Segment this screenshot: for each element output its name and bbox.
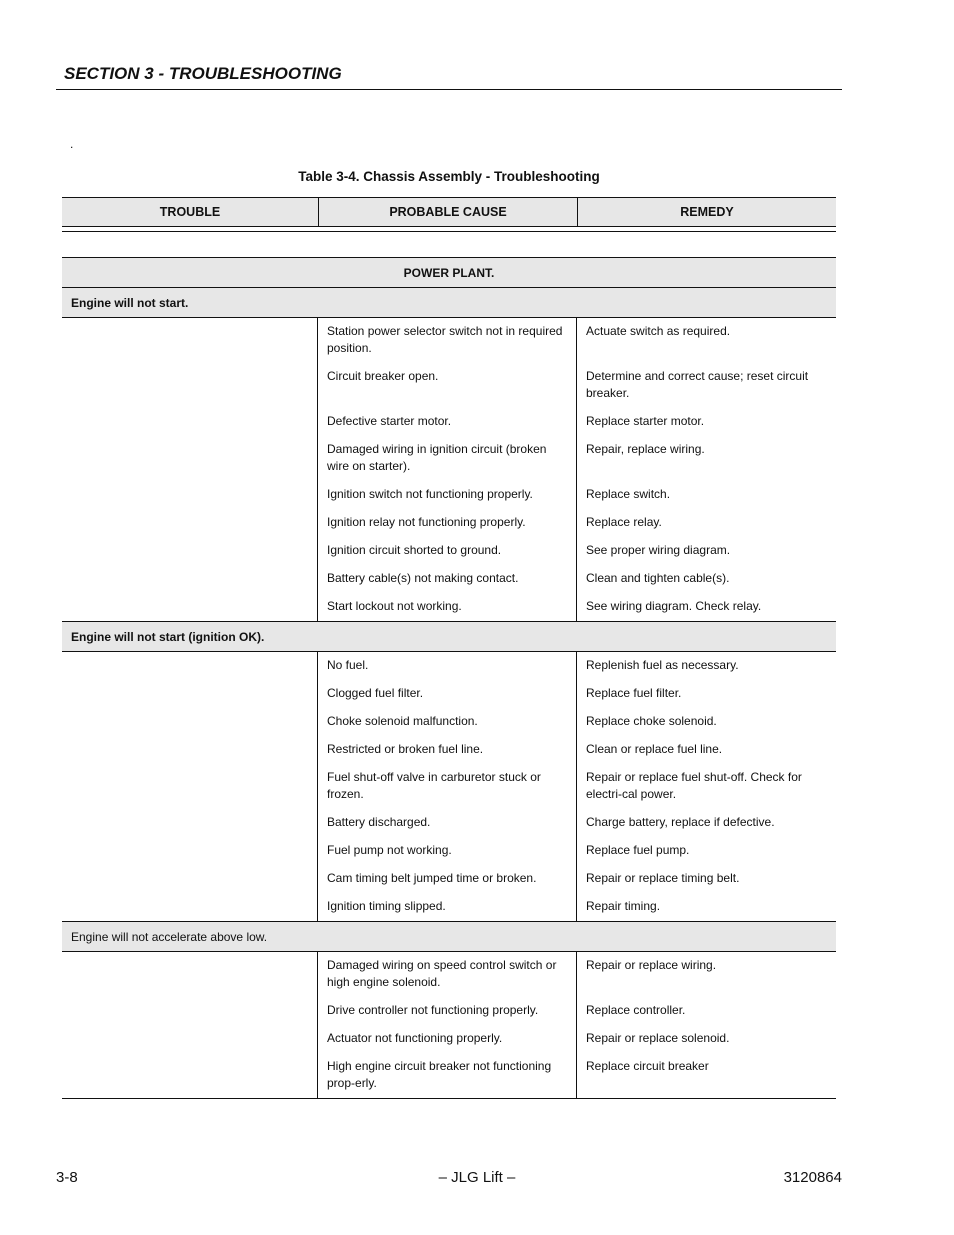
header-remedy: REMEDY: [680, 205, 734, 219]
remedy-cell: Replace circuit breaker: [586, 1059, 709, 1073]
probable-cause-cell: Ignition circuit shorted to ground.: [318, 537, 577, 565]
remedy-cell: Repair or replace fuel shut-off. Check for electri-cal power.: [586, 770, 802, 801]
table-row: [318, 481, 836, 509]
remedy-cell: Replace fuel filter.: [586, 686, 682, 700]
remedy-cell: Replace starter motor.: [586, 414, 705, 428]
remedy-cell: Repair, replace wiring.: [586, 442, 705, 456]
table-row: [318, 680, 836, 708]
table-row: [318, 537, 836, 565]
remedy-cell: See wiring diagram. Check relay.: [586, 599, 762, 613]
probable-cause-cell: Damaged wiring on speed control switch or high engine solenoid.: [318, 952, 577, 997]
table-row: [318, 1025, 836, 1053]
table-row: [318, 1053, 836, 1098]
probable-cause-cell: Ignition timing slipped.: [318, 893, 577, 921]
document-number: 3120864: [783, 1169, 842, 1186]
table-row: [318, 565, 836, 593]
probable-cause-cell: Start lockout not working.: [318, 593, 577, 621]
cause-remedy-list: [318, 952, 836, 1098]
table-title: Table 3-4. Chassis Assembly - Troubleshooting: [298, 169, 600, 184]
table-row: [318, 764, 836, 809]
probable-cause-cell: Fuel shut-off valve in carburetor stuck or frozen.: [318, 764, 577, 809]
section-band-power-plant: POWER PLANT.: [62, 258, 836, 288]
trouble-cell-empty: [62, 952, 318, 1098]
table-row: [318, 865, 836, 893]
trouble-group: [62, 952, 836, 1099]
table-header: [62, 197, 836, 227]
table-row: [318, 436, 836, 481]
remedy-cell: Replenish fuel as necessary.: [586, 658, 739, 672]
cause-remedy-list: [318, 318, 836, 621]
table-row: [318, 509, 836, 537]
probable-cause-cell: Drive controller not functioning properly.: [318, 997, 577, 1025]
remedy-cell: Replace switch.: [586, 487, 671, 501]
table-row: [318, 893, 836, 921]
probable-cause-cell: Choke solenoid malfunction.: [318, 708, 577, 736]
remedy-cell: Clean or replace fuel line.: [586, 742, 723, 756]
probable-cause-cell: Station power selector switch not in required position.: [318, 318, 577, 363]
probable-cause-cell: Battery cable(s) not making contact.: [318, 565, 577, 593]
section-title: SECTION 3 - TROUBLESHOOTING: [64, 64, 342, 83]
header-trouble: TROUBLE: [62, 198, 319, 226]
probable-cause-cell: Battery discharged.: [318, 809, 577, 837]
table-row: [318, 708, 836, 736]
table-spacer: [62, 231, 836, 258]
remedy-cell: See proper wiring diagram.: [586, 543, 731, 557]
remedy-cell: Replace controller.: [586, 1003, 686, 1017]
table-row: [318, 363, 836, 408]
remedy-cell: Clean and tighten cable(s).: [586, 571, 730, 585]
table-row: [318, 997, 836, 1025]
footer-brand: – JLG Lift –: [438, 1169, 516, 1186]
probable-cause-cell: High engine circuit breaker not functioning prop-erly.: [318, 1053, 577, 1098]
header-probable-cause: PROBABLE CAUSE: [319, 198, 578, 226]
trouble-band: Engine will not accelerate above low.: [62, 922, 836, 952]
table-body: [62, 258, 836, 1099]
probable-cause-cell: Damaged wiring in ignition circuit (broken wire on starter).: [318, 436, 577, 481]
trouble-band: Engine will not start (ignition OK).: [62, 622, 836, 652]
probable-cause-cell: Ignition switch not functioning properly.: [318, 481, 577, 509]
table-row: [318, 408, 836, 436]
table-row: [318, 952, 836, 997]
probable-cause-cell: Defective starter motor.: [318, 408, 577, 436]
table-row: [318, 736, 836, 764]
probable-cause-cell: Cam timing belt jumped time or broken.: [318, 865, 577, 893]
remedy-cell: Determine and correct cause; reset circuit breaker.: [586, 369, 809, 400]
remedy-cell: Replace choke solenoid.: [586, 714, 717, 728]
probable-cause-cell: No fuel.: [318, 652, 577, 680]
table-row: [318, 652, 836, 680]
remedy-cell: Replace relay.: [586, 515, 662, 529]
trouble-band: Engine will not start.: [62, 288, 836, 318]
probable-cause-cell: Restricted or broken fuel line.: [318, 736, 577, 764]
cause-remedy-list: [318, 652, 836, 921]
remedy-cell: Repair timing.: [586, 899, 661, 913]
remedy-cell: Charge battery, replace if defective.: [586, 815, 775, 829]
page-number: 3-8: [56, 1169, 78, 1186]
header-rule: [56, 89, 842, 90]
trouble-cell-empty: [62, 318, 318, 621]
table-row: [318, 837, 836, 865]
remedy-cell: Repair or replace wiring.: [586, 958, 717, 972]
stray-dot: .: [70, 137, 74, 151]
trouble-cell-empty: [62, 652, 318, 921]
table-row: [318, 318, 836, 363]
probable-cause-cell: Clogged fuel filter.: [318, 680, 577, 708]
remedy-cell: Repair or replace solenoid.: [586, 1031, 730, 1045]
probable-cause-cell: Circuit breaker open.: [318, 363, 577, 408]
trouble-group: [62, 652, 836, 922]
probable-cause-cell: Actuator not functioning properly.: [318, 1025, 577, 1053]
table-row: [318, 809, 836, 837]
remedy-cell: Replace fuel pump.: [586, 843, 690, 857]
trouble-group: [62, 318, 836, 622]
remedy-cell: Actuate switch as required.: [586, 324, 731, 338]
probable-cause-cell: Fuel pump not working.: [318, 837, 577, 865]
remedy-cell: Repair or replace timing belt.: [586, 871, 740, 885]
table-row: [318, 593, 836, 621]
probable-cause-cell: Ignition relay not functioning properly.: [318, 509, 577, 537]
